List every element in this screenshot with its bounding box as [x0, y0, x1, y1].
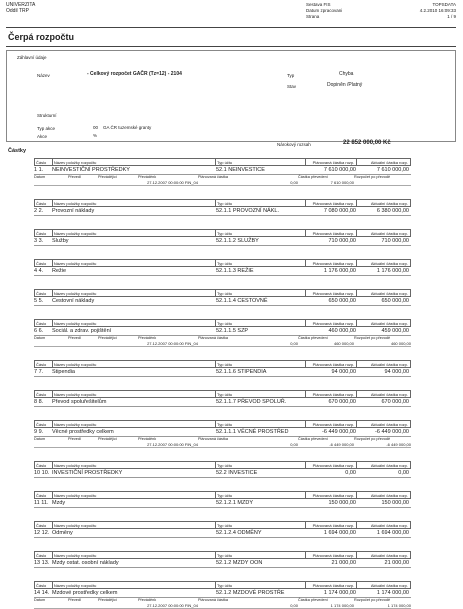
row-name: Převod spoluřešitelům	[52, 399, 107, 405]
meta-label: Sestava FIS	[306, 2, 331, 7]
row-num: 6 6.	[34, 328, 44, 334]
row-num: 11 11.	[34, 500, 49, 506]
row-name: Sociál. a zdrav. pojištění	[52, 328, 112, 334]
row-actual: 150 000,00	[381, 500, 409, 506]
column-header: Čáslo	[35, 421, 53, 427]
transfer-value: 7 610 000,00	[330, 180, 354, 185]
budget-row	[34, 207, 411, 216]
transfer-value: 460 000,00	[333, 341, 354, 346]
budget-section	[34, 521, 411, 538]
budget-section	[34, 551, 411, 568]
row-name: Cestovní náklady	[52, 298, 95, 304]
transfer-row	[34, 341, 411, 347]
castky-label: Částky	[8, 148, 27, 154]
row-name: Režie	[52, 268, 67, 274]
nc-label: Nárokový rozsah	[277, 142, 311, 147]
transfer-header: Rozpočet po převodě	[354, 175, 391, 179]
budget-section	[34, 259, 411, 276]
transfer-header: Rozpočet po převodě	[354, 598, 391, 602]
transfer-header: Částka převedení	[298, 437, 328, 441]
row-planned: 150 000,00	[328, 500, 356, 506]
row-account: 52.1.1.2 SLUŽBY	[216, 238, 259, 244]
budget-section	[34, 461, 411, 478]
transfer-row	[34, 603, 411, 609]
column-header: Čáslo	[35, 230, 53, 236]
nc-value: 22 852 000,00 Kč	[343, 140, 391, 146]
column-header: Plánovaná částka rozp.	[306, 230, 358, 236]
column-header: Název položky rozpočtu	[53, 361, 216, 367]
meta-value: 4.2.2010 16:09:33	[419, 8, 456, 13]
column-header-row	[34, 491, 411, 499]
row-planned: 94 000,00	[331, 369, 356, 375]
transfer-header: Převádějící	[98, 437, 117, 441]
column-header-row	[34, 551, 411, 559]
column-header: Název položky rozpočtu	[53, 159, 216, 165]
row-planned: -6 449 000,00	[322, 429, 356, 435]
transfer-header: Datum	[34, 598, 46, 602]
column-header: Plánovaná částka rozp.	[306, 552, 358, 558]
column-header-row	[34, 289, 411, 297]
transfer-header: Plánovaná částka	[198, 437, 228, 441]
column-header: Plánovaná částka rozp.	[306, 582, 358, 588]
row-account: 52.1 NEINVESTICE	[216, 167, 265, 173]
column-header: Čáslo	[35, 462, 53, 468]
row-actual: 7 610 000,00	[376, 167, 409, 173]
row-num: 14 14.	[34, 590, 50, 596]
row-num: 8 8.	[34, 399, 44, 405]
column-header: Název položky rozpočtu	[53, 552, 216, 558]
row-name: Věcné prostředky celkem	[52, 429, 114, 435]
column-header: Plánovaná částka rozp.	[306, 361, 358, 367]
meta-value: TOPSDATA	[432, 2, 456, 7]
column-header: Aktuální částka rozp.	[370, 231, 408, 236]
row-actual: 1 176 000,00	[376, 268, 409, 274]
transfer-header: Rozpočet po převodě	[354, 437, 391, 441]
transfer-value: 0,00	[290, 180, 298, 185]
transfer-header: Částka převedení	[298, 336, 328, 340]
row-actual: 94 000,00	[384, 369, 409, 375]
row-planned: 7 610 000,00	[323, 167, 356, 173]
transfer-header: Převáděnk	[138, 437, 157, 441]
nazev-label: Název	[37, 73, 50, 78]
row-account: 52.1.1.3 REŽIE	[216, 268, 254, 274]
column-header: Plánovaná částka rozp.	[306, 320, 358, 326]
column-header: Aktuální částka rozp.	[370, 261, 408, 266]
transfer-value: 27.12.2007 00:00:00 FIN_04	[147, 442, 198, 447]
row-planned: 0,00	[345, 470, 356, 476]
transfer-row	[34, 442, 411, 448]
row-planned: 1 176 000,00	[323, 268, 356, 274]
row-planned: 460 000,00	[328, 328, 356, 334]
column-header: Typ účtu	[216, 552, 306, 558]
column-header-row	[34, 259, 411, 267]
typ-label: Typ	[287, 73, 295, 78]
column-header: Typ účtu	[216, 320, 306, 326]
row-name: Odměny	[52, 530, 73, 536]
transfer-value: -6 449 000,00	[329, 442, 354, 447]
transfer-header: Datum	[34, 175, 46, 179]
column-header: Typ účtu	[216, 200, 306, 206]
column-header: Typ účtu	[216, 391, 306, 397]
row-account: 52.1.2 MZDY OON	[216, 560, 263, 566]
column-header-row	[34, 390, 411, 398]
row-name: Provozní náklady	[52, 208, 95, 214]
budget-section	[34, 420, 411, 448]
column-header: Plánovaná částka rozp.	[306, 260, 358, 266]
column-header: Název položky rozpočtu	[53, 462, 216, 468]
akce-label: Akce	[37, 134, 48, 139]
column-header-row	[34, 420, 411, 428]
transfer-header: Plánovaná částka	[198, 175, 228, 179]
column-header: Název položky rozpočtu	[53, 200, 216, 206]
column-header: Čáslo	[35, 582, 53, 588]
transfer-value: 0,00	[290, 442, 298, 447]
row-planned: 7 080 000,00	[323, 208, 356, 214]
row-actual: 650 000,00	[381, 298, 409, 304]
row-name: Mzdy	[52, 500, 66, 506]
row-num: 7 7.	[34, 369, 44, 375]
column-header: Čáslo	[35, 159, 53, 165]
row-num: 5 5.	[34, 298, 44, 304]
transfer-header: Plánovaná částka	[198, 336, 228, 340]
row-account: 52.2 INVESTICE	[216, 470, 258, 476]
row-actual: 1 694 000,00	[376, 530, 409, 536]
budget-row	[34, 428, 411, 437]
column-header: Název položky rozpočtu	[53, 320, 216, 326]
column-header: Čáslo	[35, 492, 53, 498]
column-header: Plánovaná částka rozp.	[306, 421, 358, 427]
typ-value: Chyba	[339, 71, 354, 77]
budget-section	[34, 158, 411, 186]
transfer-header: Plánovaná částka	[198, 598, 228, 602]
budget-row	[34, 297, 411, 306]
transfer-header: Datum	[34, 336, 46, 340]
stav-value: Dopiněn /Platný	[327, 82, 363, 88]
transfer-value: 27.12.2007 00:00:00 FIN_04	[147, 341, 198, 346]
budget-section	[34, 491, 411, 508]
column-header: Typ účtu	[216, 260, 306, 266]
druh-num: 00	[93, 125, 99, 130]
transfer-value: 0,00	[290, 341, 298, 346]
column-header: Plánovaná částka rozp.	[306, 492, 358, 498]
transfer-header: Převáděnk	[138, 336, 157, 340]
transfer-header: Datum	[34, 437, 46, 441]
org-line1: UNIVERZITA	[6, 2, 36, 8]
stav-label: Stav	[287, 84, 297, 89]
row-name: INVESTIČNÍ PROSTŘEDKY	[52, 470, 123, 476]
transfer-value: 1 174 000,00	[330, 603, 354, 608]
transfer-header: Částka převedení	[298, 598, 328, 602]
column-header: Typ účtu	[216, 421, 306, 427]
row-planned: 21 000,00	[331, 560, 356, 566]
column-header: Typ účtu	[216, 361, 306, 367]
budget-section	[34, 581, 411, 609]
row-account: 52.1.1.7 PŘEVOD SPOLUŘ.	[216, 399, 287, 405]
column-header-row	[34, 360, 411, 368]
transfer-value: -6 449 000,00	[386, 442, 411, 447]
strukturni-label: Strukturní	[37, 113, 57, 118]
column-header-row	[34, 461, 411, 469]
column-header-row	[34, 199, 411, 207]
row-num: 9 9.	[34, 429, 44, 435]
row-num: 10 10.	[34, 470, 50, 476]
row-planned: 1 694 000,00	[323, 530, 356, 536]
column-header: Aktuální částka rozp.	[370, 422, 408, 427]
column-header: Čáslo	[35, 522, 53, 528]
row-account: 52.1.1.4 CESTOVNÉ	[216, 298, 268, 304]
column-header-row	[34, 158, 411, 166]
transfer-value	[354, 180, 411, 185]
column-header: Plánovaná částka rozp.	[306, 462, 358, 468]
budget-row	[34, 398, 411, 407]
column-header-row	[34, 581, 411, 589]
row-actual: 6 380 000,00	[376, 208, 409, 214]
row-name: Mzdové prostředky celkem	[52, 590, 118, 596]
budget-row	[34, 237, 411, 246]
transfer-value: 1 174 000,00	[387, 603, 411, 608]
transfer-header: Převedl	[68, 598, 81, 602]
transfer-value: 0,00	[290, 603, 298, 608]
budget-section	[34, 199, 411, 216]
row-name: Mzdy ostat. osobní náklady	[52, 560, 119, 566]
column-header: Aktuální částka rozp.	[370, 583, 408, 588]
row-num: 4 4.	[34, 268, 44, 274]
column-header: Plánovaná částka rozp.	[306, 200, 358, 206]
row-planned: 710 000,00	[328, 238, 356, 244]
column-header: Plánovaná částka rozp.	[306, 290, 358, 296]
akce-value: %	[93, 133, 98, 138]
column-header: Název položky rozpočtu	[53, 391, 216, 397]
budget-section	[34, 319, 411, 347]
row-name: NEINVESTIČNÍ PROSTŘEDKY	[52, 167, 130, 173]
row-actual: 0,00	[398, 470, 409, 476]
column-header: Aktuální částka rozp.	[370, 291, 408, 296]
column-header: Aktuální částka rozp.	[370, 493, 408, 498]
budget-row	[34, 559, 411, 568]
budget-row	[34, 368, 411, 377]
column-header: Název položky rozpočtu	[53, 522, 216, 528]
meta-block	[306, 2, 456, 20]
row-account: 52.1.1.1 VĚCNÉ PROSTŘED	[216, 429, 289, 435]
column-header: Aktuální částka rozp.	[370, 553, 408, 558]
divider	[6, 27, 456, 28]
row-account: 52.1.2.4 ODMĚNY	[216, 530, 262, 536]
transfer-value: 460 000,00	[390, 341, 411, 346]
row-account: 52.1.2 MZDOVÉ PROSTŘE	[216, 590, 285, 596]
row-actual: 459 000,00	[381, 328, 409, 334]
column-header: Typ účtu	[216, 230, 306, 236]
row-account: 52.1.2.1 MZDY	[216, 500, 253, 506]
row-num: 3 3.	[34, 238, 44, 244]
budget-row	[34, 267, 411, 276]
page-title: Čerpá rozpočtu	[8, 32, 75, 42]
transfer-header: Převádějící	[98, 175, 117, 179]
column-header: Typ účtu	[216, 159, 306, 165]
transfer-header: Převáděnk	[138, 598, 157, 602]
column-header-row	[34, 521, 411, 529]
column-header: Plánovaná částka rozp.	[306, 522, 358, 528]
column-header: Aktuální částka rozp.	[370, 463, 408, 468]
column-header-row	[34, 229, 411, 237]
column-header: Typ účtu	[216, 290, 306, 296]
meta-value: 1 / 9	[447, 14, 456, 19]
column-header: Čáslo	[35, 391, 53, 397]
info-legend: Záhlavní údaje	[17, 55, 47, 60]
column-header: Čáslo	[35, 290, 53, 296]
column-header: Aktuální částka rozp.	[370, 523, 408, 528]
column-header: Typ účtu	[216, 522, 306, 528]
transfer-value: 27.12.2007 00:00:00 FIN_04	[147, 180, 198, 185]
column-header: Typ účtu	[216, 582, 306, 588]
transfer-header: Převedl	[68, 175, 81, 179]
druh-value: GA ČR tuzemské granty	[103, 125, 152, 130]
column-header: Plánovaná částka rozp.	[306, 391, 358, 397]
nazev-value: - Celkový rozpočet GAČR (Tz=12) - 2104	[87, 71, 182, 77]
column-header: Čáslo	[35, 320, 53, 326]
row-actual: -6 449 000,00	[375, 429, 409, 435]
column-header-row	[34, 319, 411, 327]
budget-row	[34, 529, 411, 538]
column-header: Název položky rozpočtu	[53, 230, 216, 236]
transfer-header: Převedl	[68, 336, 81, 340]
budget-row	[34, 166, 411, 175]
divider	[6, 46, 456, 47]
row-planned: 1 174 000,00	[323, 590, 356, 596]
row-account: 52.1.1.5 SZP	[216, 328, 249, 334]
column-header: Aktuální částka rozp.	[370, 201, 408, 206]
meta-label: Datum zpracovani	[306, 8, 343, 13]
org-line2: Oddil TRP	[6, 8, 29, 14]
row-actual: 1 174 000,00	[376, 590, 409, 596]
transfer-header: Převádějící	[98, 336, 117, 340]
column-header: Název položky rozpočtu	[53, 290, 216, 296]
column-header: Název položky rozpočtu	[53, 260, 216, 266]
row-account: 52.1.1 PROVOZNÍ NÁKL.	[216, 208, 279, 214]
budget-row	[34, 589, 411, 598]
transfer-header: Převedl	[68, 437, 81, 441]
row-num: 12 12.	[34, 530, 50, 536]
row-name: Služby	[52, 238, 69, 244]
column-header: Aktuální částka rozp.	[370, 362, 408, 367]
meta-label: Strana	[306, 14, 320, 19]
column-header: Typ účtu	[216, 492, 306, 498]
meta-row	[306, 14, 456, 20]
budget-row	[34, 469, 411, 478]
column-header: Čáslo	[35, 361, 53, 367]
druh-label: Typ akce	[37, 126, 56, 131]
column-header: Aktuální částka rozp.	[370, 392, 408, 397]
row-planned: 670 000,00	[328, 399, 356, 405]
row-account: 52.1.1.6 STIPENDIA	[216, 369, 267, 375]
column-header: Čáslo	[35, 260, 53, 266]
budget-section	[34, 229, 411, 246]
budget-section	[34, 390, 411, 407]
transfer-header: Převáděnk	[138, 175, 157, 179]
transfer-row	[34, 180, 411, 186]
row-planned: 650 000,00	[328, 298, 356, 304]
row-num: 2 2.	[34, 208, 44, 214]
column-header: Plánovaná částka rozp.	[306, 159, 358, 165]
row-actual: 21 000,00	[384, 560, 409, 566]
budget-section	[34, 289, 411, 306]
row-actual: 670 000,00	[381, 399, 409, 405]
column-header: Název položky rozpočtu	[53, 421, 216, 427]
row-num: 1 1.	[34, 167, 44, 173]
info-box	[6, 50, 456, 147]
column-header: Název položky rozpočtu	[53, 582, 216, 588]
budget-row	[34, 327, 411, 336]
transfer-header: Převádějící	[98, 598, 117, 602]
transfer-header: Částka převedení	[298, 175, 328, 179]
budget-row	[34, 499, 411, 508]
column-header: Typ účtu	[216, 462, 306, 468]
column-header: Aktuální částka rozp.	[370, 321, 408, 326]
column-header: Čáslo	[35, 200, 53, 206]
org-block	[6, 2, 35, 14]
budget-section	[34, 360, 411, 377]
column-header: Název položky rozpočtu	[53, 492, 216, 498]
row-actual: 710 000,00	[381, 238, 409, 244]
page-header	[6, 2, 457, 26]
column-header: Aktuální částka rozp.	[370, 160, 408, 165]
transfer-header: Rozpočet po převodě	[354, 336, 391, 340]
transfer-value: 27.12.2007 00:00:00 FIN_04	[147, 603, 198, 608]
column-header: Čáslo	[35, 552, 53, 558]
row-num: 13 13.	[34, 560, 50, 566]
row-name: Stipendia	[52, 369, 75, 375]
